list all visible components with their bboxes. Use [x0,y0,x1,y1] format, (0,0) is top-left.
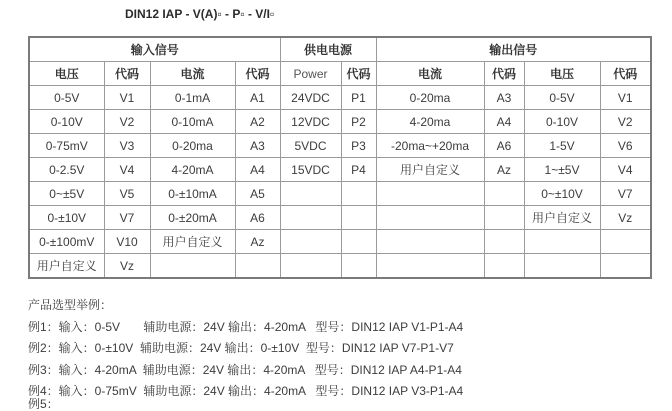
table-cell: 0-10V [524,110,600,134]
table-cell [341,206,376,230]
table-cell: 0-±10mA [150,182,235,206]
table-cell: A5 [235,182,280,206]
table-cell: 0-75mV [29,134,104,158]
table-row [29,158,651,182]
table-cell: Az [484,158,524,182]
table-cell: A1 [235,86,280,110]
table-cell: A3 [235,134,280,158]
table-cell: V1 [600,86,651,110]
table-cell: A2 [235,110,280,134]
table-cell: V10 [104,230,150,254]
table-cell [524,230,600,254]
table-cell [484,254,524,279]
column-header: 电压 [524,62,600,86]
table-cell: Az [235,230,280,254]
table-row [29,254,651,279]
table-cell: 用户自定义 [376,158,484,182]
table-cell: P4 [341,158,376,182]
example-line: 例3：输入：4-20mA 辅助电源：24V 输出：4-20mA 型号：DIN12 IAP A4-P1-A4 [28,362,462,377]
table-cell: 0-20ma [150,134,235,158]
table-cell: P3 [341,134,376,158]
table-cell: P1 [341,86,376,110]
table-cell [376,206,484,230]
example-line: 例4：输入：0-75mV 辅助电源：24V 输出：4-20mA 型号：DIN12 IAP V3-P1-A4 [28,384,464,398]
table-cell [341,230,376,254]
table-cell [280,230,341,254]
table-cell [376,182,484,206]
table-cell [600,254,651,279]
table-cell: 12VDC [280,110,341,134]
table-cell: V7 [104,206,150,230]
table-cell: V3 [104,134,150,158]
table-cell [484,206,524,230]
table-cell: V5 [104,182,150,206]
table-cell: 0-10mA [150,110,235,134]
table-cell: 0-1mA [150,86,235,110]
table-cell: 0-±20mA [150,206,235,230]
table-row [29,134,651,158]
table-cell: V2 [104,110,150,134]
examples-heading: 产品选型举例： [28,298,113,312]
group-header: 输出信号 [376,37,651,62]
column-header: 代码 [484,62,524,86]
table-cell [484,182,524,206]
table-cell: 0-5V [524,86,600,110]
table-cell: V6 [600,134,651,158]
table-cell: A6 [235,206,280,230]
table-cell: 1-5V [524,134,600,158]
table-cell: 用户自定义 [524,206,600,230]
example-line: 例2：输入：0-±10V 辅助电源：24V 输出：0-±10V 型号：DIN12 IAP V7-P1-V7 [28,341,454,355]
model-code-title: DIN12 IAP - V(A)▫ - P▫ - V/I▫ [125,7,275,21]
column-header: 代码 [341,62,376,86]
table-cell: -20ma~+20ma [376,134,484,158]
table-cell: V1 [104,86,150,110]
table-row [29,110,651,134]
table-cell: 用户自定义 [29,254,104,279]
table-cell [376,254,484,279]
column-header: 代码 [235,62,280,86]
table-cell: 15VDC [280,158,341,182]
table-cell: V4 [600,158,651,182]
group-header: 输入信号 [29,37,280,62]
table-cell [376,230,484,254]
table-cell: 用户自定义 [150,230,235,254]
table-cell [484,230,524,254]
table-row [29,182,651,206]
table-cell [280,206,341,230]
table-cell [235,254,280,279]
table-cell [524,254,600,279]
column-header: 代码 [104,62,150,86]
column-header: 电流 [150,62,235,86]
table-cell: 4-20ma [376,110,484,134]
table-cell: A4 [484,110,524,134]
column-header: 电压 [29,62,104,86]
group-header: 供电电源 [280,37,376,62]
table-cell [280,182,341,206]
selection-table [28,36,652,279]
table-cell: 0-5V [29,86,104,110]
table-cell: A4 [235,158,280,182]
table-cell [341,182,376,206]
table-cell: 4-20mA [150,158,235,182]
example-partial-line: 例5： [28,397,59,411]
table-cell: Vz [104,254,150,279]
table-row [29,230,651,254]
table-cell: Vz [600,206,651,230]
table-cell: P2 [341,110,376,134]
column-header: 代码 [600,62,651,86]
table-cell: 1~±5V [524,158,600,182]
table-cell: V7 [600,182,651,206]
table-cell: 24VDC [280,86,341,110]
table-cell [341,254,376,279]
table-cell [600,230,651,254]
table-cell: 0-10V [29,110,104,134]
table-cell [280,254,341,279]
table-cell: V4 [104,158,150,182]
table-cell: A3 [484,86,524,110]
table-cell: 0-20ma [376,86,484,110]
table-cell: 0-±10V [29,206,104,230]
table-cell: V2 [600,110,651,134]
column-header: 电流 [376,62,484,86]
table-cell: 0-±100mV [29,230,104,254]
table-cell: 5VDC [280,134,341,158]
table-cell: A6 [484,134,524,158]
table-cell [150,254,235,279]
example-line: 例1：输入：0-5V 辅助电源：24V 输出：4-20mA 型号：DIN12 IAP V1-P1-A4 [28,319,464,334]
table-row [29,206,651,230]
table-row [29,86,651,110]
table-cell: 0~±5V [29,182,104,206]
column-header: Power [280,62,341,86]
table-cell: 0-2.5V [29,158,104,182]
table-cell: 0~±10V [524,182,600,206]
